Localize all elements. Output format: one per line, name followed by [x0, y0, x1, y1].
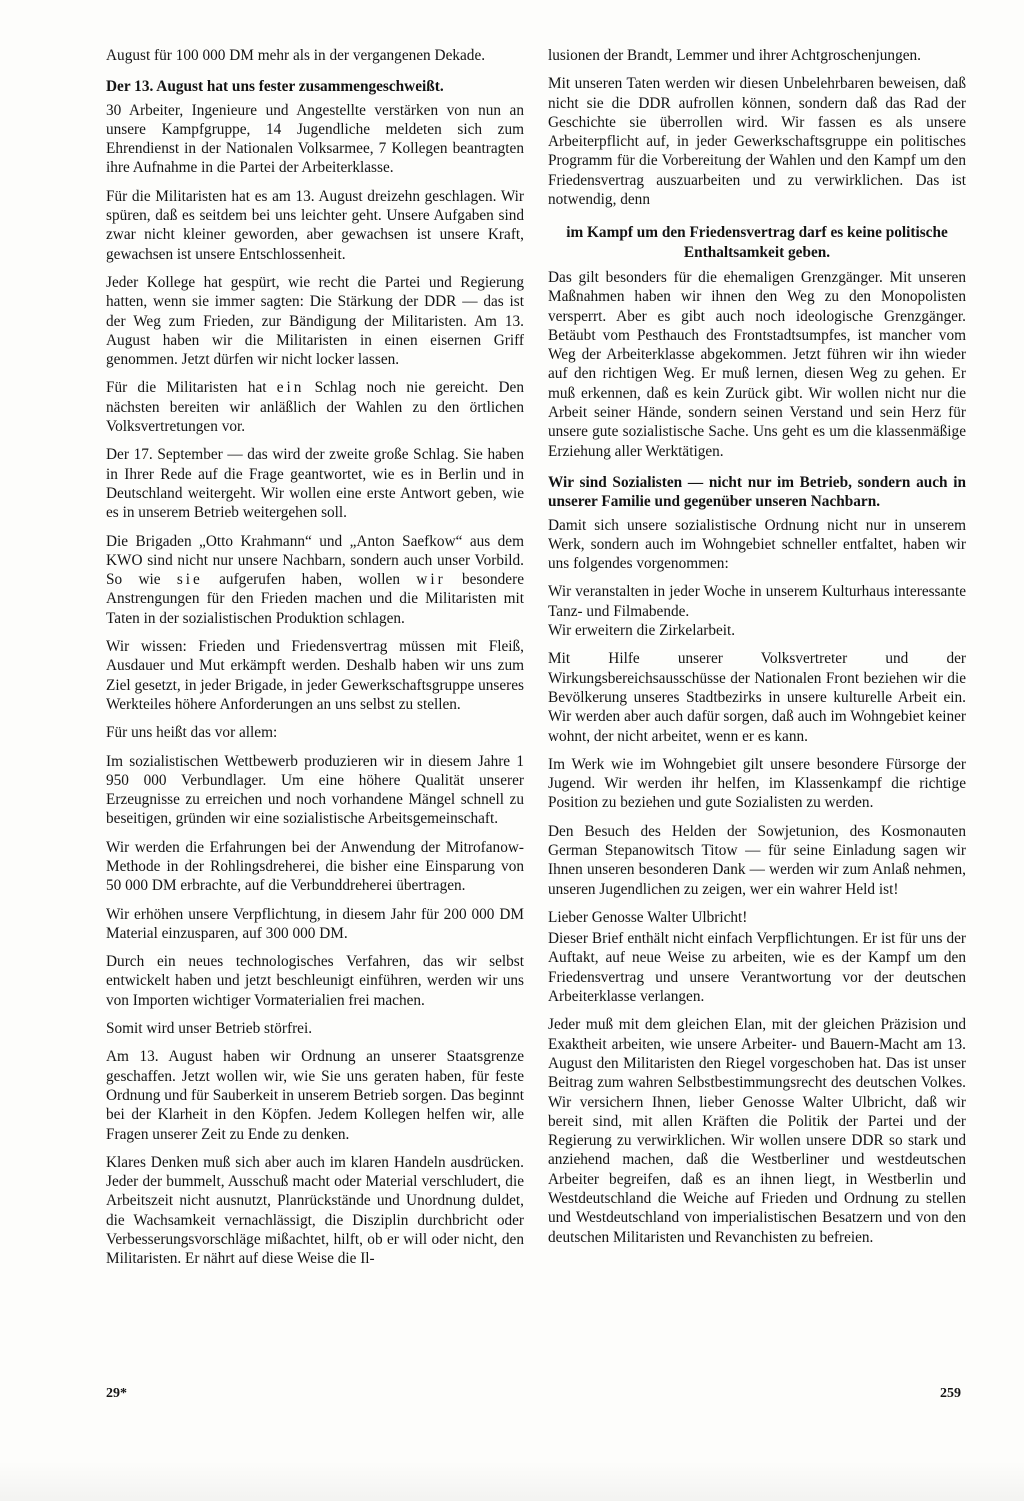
list-line: Wir erweitern die Zirkelarbeit. — [548, 622, 736, 640]
text-run: Für die Militaristen hat — [106, 379, 277, 397]
section-heading: Der 13. August hat uns fester zusammengeschweißt. — [106, 78, 444, 96]
spaced-emphasis: wir — [416, 571, 446, 589]
paragraph: Klares Denken muß sich aber auch im klaren Handeln ausdrücken. Jeder der bummelt, Ausschuß macht oder Material verschludert, die Arbeitszeit nicht ausnutzt, Planrückstände und Unordnung duldet, die Wachsamkeit vernachlässigt, die Disziplin durchbricht oder Verbesserungsvorschläge mißachtet, hilft, ob er will oder nicht, den Militaristen. Er nährt auf diese Weise die Il- — [106, 1153, 524, 1268]
paragraph: Im Werk wie im Wohngebiet gilt unsere besondere Fürsorge der Jugend. Wir werden ihr helfen, im Klassenkampf die richtige Position zu beziehen und gute Sozialisten zu werden. — [548, 755, 966, 812]
paragraph: Am 13. August haben wir Ordnung an unserer Staatsgrenze geschaffen. Jetzt wollen wir, wie Sie uns geraten haben, für feste Ordnung und für Sauberkeit in unserem Betrieb sorgen. Das beginnt bei der Klarheit in den Köpfen. Jedem Kollegen helfen wir, alle Fragen unserer Zeit zu Ende zu denken. — [106, 1048, 524, 1143]
text-run: Schlag noch nie gereicht. Den nächsten bereiten wir anläßlich der Wahlen zu den örtlichen Volksvertretungen vor. — [106, 379, 524, 436]
paragraph: Für uns heißt das vor allem: — [106, 724, 278, 742]
section-heading: Wir sind Sozialisten — nicht nur im Betrieb, sondern auch in unserer Familie und gegenüber unseren Nachbarn. — [548, 473, 966, 511]
paragraph: Durch ein neues technologisches Verfahren, das wir selbst entwickelt haben und jetzt beschleunigt einführen, werden wir uns von Importen wichtiger Vormaterialien frei machen. — [106, 953, 524, 1009]
paragraph: Damit sich unsere sozialistische Ordnung nicht nur in unserem Werk, sondern auch im Wohngebiet schneller entfaltet, haben wir uns folgendes vorgenommen: — [548, 516, 966, 573]
paragraph: Somit wird unser Betrieb störfrei. — [106, 1020, 313, 1038]
paragraph: Mit Hilfe unserer Volksvertreter und der Wirkungsbereichsausschüsse der Nationalen Front beziehen wir die Bevölkerung unseres Stadtbezirks in unsere kulturelle Arbeit ein. Wir werden aber auch dafür sorgen, daß auch im Wohngebiet keiner wohnt, der nicht arbeitet, wenn er es kann. — [548, 650, 966, 745]
paragraph: Wir werden die Erfahrungen bei der Anwendung der Mitrofanow-Methode in der Rohlingsdreherei, die bisher eine Einsparung von 50 000 DM erbrachte, auf die Verbunddreherei übertragen. — [106, 838, 524, 895]
paragraph — [106, 378, 524, 436]
paragraph: Jeder Kollege hat gespürt, wie recht die Partei und Regierung hatten, wenn sie immer sagten: Die Stärkung der DDR — das ist der Weg zum Frieden, zur Bändigung der Militaristen. Am 13. August haben wir die Militaristen in einen eisernen Griff genommen. Jetzt dürfen wir nicht locker lassen. — [106, 273, 524, 369]
paragraph — [106, 532, 524, 628]
signature-mark: 29* — [106, 1386, 127, 1401]
left-column — [106, 46, 524, 1278]
right-column — [548, 46, 966, 1256]
section-heading: im Kampf um den Friedensvertrag darf es keine politische Enthaltsamkeit geben. — [566, 224, 948, 261]
paragraph: Das gilt besonders für die ehemaligen Grenzgänger. Mit unseren Maßnahmen haben wir ihnen den Weg zu den Monopolisten versperrt. Aber es gibt auch noch ideologische Grenzgänger. Betäubt vom Pesthauch des Frontstadtsumpfes, ist mancher vom Weg der Arbeiterklasse abgekommen. Jetzt führen wir ihn wieder auf den richtigen Weg. Er muß lernen, diesen Weg zu gehen. Er muß erkennen, daß es kein Zurück gibt. Wir wollen nicht nur die Arbeit seiner Hände, sondern seinen Verstand und sein Herz für unsere gute sozialistische Sache. Uns geht es um die klassenmäßige Erziehung aller Werktätigen. — [548, 268, 966, 460]
paragraph: Wir wissen: Frieden und Friedensvertrag müssen mit Fleiß, Ausdauer und Mut erkämpft werden. Deshalb haben wir uns zum Ziel gesetzt, in jeder Brigade, in jeder Gewerkschaftsgruppe unseres Werkteiles höhere Anforderungen an uns selbst zu stellen. — [106, 638, 524, 713]
paragraph: Dieser Brief enthält nicht einfach Verpflichtungen. Er ist für uns der Auftakt, auf neue Weise zu arbeiten, wie es der Kampf um den Friedensvertrag und unsere Verantwortung vor der deutschen Arbeiterklasse verlangen. — [548, 930, 966, 1006]
paragraph: Für die Militaristen hat es am 13. August dreizehn geschlagen. Wir spüren, daß es seitdem bei uns leichter geht. Unsere Aufgaben sind zwar nicht kleiner geworden, aber gewachsen ist unsere Kraft, gewachsen ist unsere Entschlossenheit. — [106, 187, 524, 263]
page-number: 259 — [940, 1386, 961, 1401]
spaced-emphasis: sie — [176, 571, 203, 589]
paragraph: Den Besuch des Helden der Sowjetunion, des Kosmonauten German Stepanowitsch Titow — für seine Einladung sagen wir Ihnen unseren besonderen Dank — werden wir zum Anlaß nehmen, unseren Jugendlichen zu zeigen, wer ein wahrer Held ist! — [548, 822, 966, 898]
paragraph: Der 17. September — das wird der zweite große Schlag. Sie haben in Ihrer Rede auf die Frage geantwortet, wie es in Berlin und in Deutschland weitergeht. Wir wollen eine erste Antwort geben, wie es in unserem Betrieb weitergehen soll. — [106, 446, 524, 522]
scan-edge-shading — [0, 1461, 1024, 1501]
paragraph: Wir erhöhen unsere Verpflichtung, in diesem Jahr für 200 000 DM Material einzusparen, auf 300 000 DM. — [106, 905, 524, 942]
paragraph: lusionen der Brandt, Lemmer und ihrer Achtgroschenjungen. — [548, 47, 921, 64]
text-run: Die Brigaden „Otto Krahmann“ und „Anton Saefkow“ aus dem KWO sind nicht nur unsere Nachbarn, sondern auch unser Vorbild. So wie — [106, 532, 524, 589]
paragraph: August für 100 000 DM mehr als in der vergangenen Dekade. — [106, 47, 486, 64]
paragraph: 30 Arbeiter, Ingenieure und Angestellte verstärken von nun an unsere Kampfgruppe, 14 Jugendliche meldeten sich zum Ehrendienst in der Nationalen Volksarmee, 7 Kollegen beantragten ihre Aufnahme in die Partei der Arbeiterklasse. — [106, 101, 524, 177]
paragraph: Im sozialistischen Wettbewerb produzieren wir in diesem Jahre 1 950 000 Verbundlager. Um eine höhere Qualität unserer Erzeugnisse zu erreichen und noch vorhandene Mängel schnell zu beseitigen, gründen wir eine sozialistische Arbeitsgemeinschaft. — [106, 752, 524, 828]
paragraph: Jeder muß mit dem gleichen Elan, mit der gleichen Präzision und Exaktheit arbeiten, wie unsere Arbeiter- und Bauern-Macht am 13. August den Militaristen den Riegel vorgeschoben hat. Das ist unser Beitrag zum wahren Selbstbestimmungsrecht des deutschen Volkes. Wir versichern Ihnen, lieber Genosse Walter Ulbricht, daß wir bereit sind, mit allen Kräften die Politik der Partei und der Regierung zu verwirklichen. Wir wollen unsere DDR so stark und anziehend machen, daß die Westberliner und westdeutschen Arbeiter begreifen, daß es an ihnen liegt, in Westberlin und Westdeutschland die Weiche auf Frieden und Ordnung zu stellen und Westdeutschland von imperialistischen Besatzern und von den deutschen Militaristen und Revanchisten zu befreien. — [548, 1016, 966, 1246]
text-run: besondere Anstrengungen für den Frieden machen und die Militaristen mit Taten in der sozialistischen Produktion schlagen. — [106, 571, 524, 627]
paragraph: Mit unseren Taten werden wir diesen Unbelehrbaren beweisen, daß nicht sie die DDR aufrollen können, sondern daß das Rad der Geschichte sie überrollen wird. Wir fassen es als unsere Arbeiterpflicht auf, in jeder Gewerkschaftsgruppe ein politisches Programm für die Vorbereitung der Wahlen und den Kampf um den Friedensvertrag auszuarbeiten und zu verwirklichen. Das ist notwendig, denn — [548, 75, 966, 209]
paragraph — [548, 582, 966, 640]
list-line: Wir veranstalten in jeder Woche in unserem Kulturhaus interessante Tanz- und Filmabende. — [548, 583, 966, 620]
spaced-emphasis: ein — [276, 379, 305, 397]
text-run: aufgerufen haben, wollen — [202, 571, 417, 589]
salutation: Lieber Genosse Walter Ulbricht! — [548, 908, 748, 926]
